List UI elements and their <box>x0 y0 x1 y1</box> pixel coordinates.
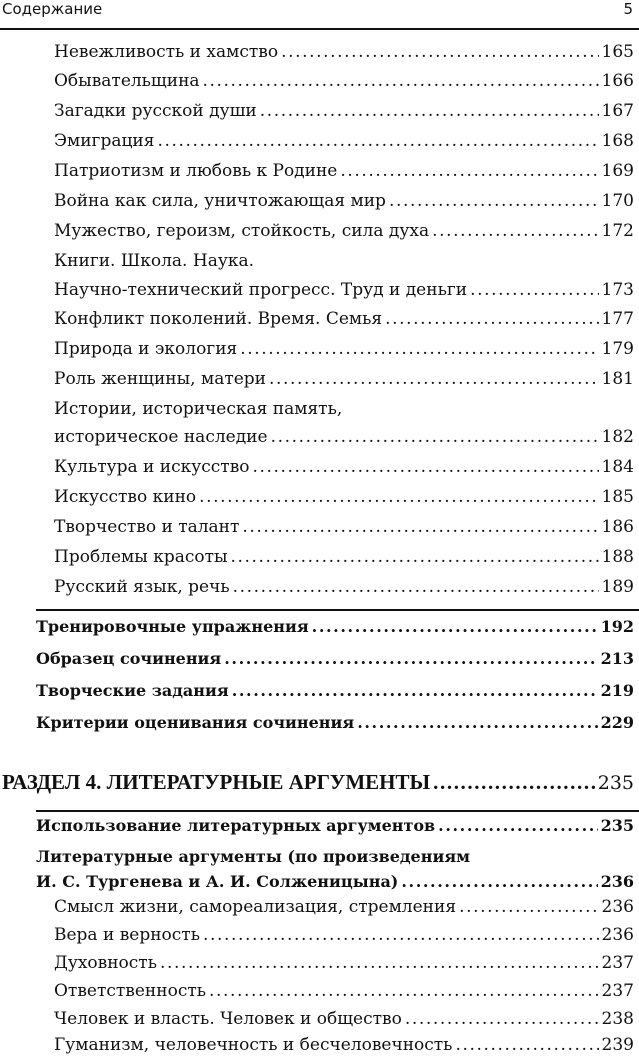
toc-entry-page: 188 <box>601 547 634 567</box>
toc-entry-title: Творчество и талант <box>54 517 240 537</box>
toc-entry-page: 239 <box>601 1035 634 1055</box>
toc-entry-title: Роль женщины, матери <box>54 369 267 389</box>
leader-dots <box>357 713 597 732</box>
toc-entry-page: 169 <box>601 161 634 181</box>
leader-dots <box>385 309 598 329</box>
toc-entry-bold[interactable] <box>36 816 634 842</box>
toc-entry-page: 186 <box>601 517 634 537</box>
section-heading[interactable] <box>2 770 634 800</box>
toc-entry[interactable] <box>54 251 634 277</box>
toc-entry-page: 177 <box>601 309 634 329</box>
toc-entry-page: 219 <box>600 681 634 700</box>
toc-entry-title: Книги. Школа. Наука. <box>54 251 254 271</box>
section-page: 235 <box>597 772 634 794</box>
divider <box>36 810 639 812</box>
leader-dots <box>157 131 598 151</box>
toc-entry[interactable] <box>54 1009 634 1035</box>
toc-entry-page: 192 <box>600 617 634 636</box>
toc-entry[interactable] <box>54 280 634 306</box>
toc-entry-title: Вера и верность <box>54 925 200 945</box>
toc-entry-page: 189 <box>601 577 634 597</box>
toc-entry[interactable] <box>54 577 634 603</box>
toc-entry-title: Человек и власть. Человек и общество <box>54 1009 402 1029</box>
toc-entry-title: Использование литературных аргументов <box>36 816 436 835</box>
toc-entry-title: Искусство кино <box>54 487 197 507</box>
toc-entry[interactable] <box>54 457 634 483</box>
toc-entry-page: 172 <box>601 221 634 241</box>
leader-dots <box>240 339 598 359</box>
leader-dots <box>224 649 597 668</box>
toc-entry-bold[interactable] <box>36 681 634 707</box>
toc-entry-page: 235 <box>600 816 634 835</box>
toc-entry[interactable] <box>54 981 634 1007</box>
toc-entry-title: Литературные аргументы (по произведениям <box>36 847 471 866</box>
leader-dots <box>340 161 598 181</box>
toc-entry[interactable] <box>54 309 634 335</box>
toc-entry-page: 184 <box>601 457 634 477</box>
leader-dots <box>389 191 599 211</box>
toc-entry-title: И. С. Тургенева и А. И. Солженицына) <box>36 872 399 891</box>
toc-entry-title: Эмиграция <box>54 131 155 151</box>
leader-dots <box>160 953 599 973</box>
leader-dots <box>433 770 595 795</box>
toc-entry-page: 170 <box>601 191 634 211</box>
toc-entry-bold[interactable] <box>36 617 634 643</box>
toc-entry-title: Научно-технический прогресс. Труд и деньги <box>54 280 468 300</box>
toc-entry-bold[interactable] <box>36 713 634 739</box>
toc-entry[interactable] <box>54 131 634 157</box>
toc-entry-page: 165 <box>601 42 634 62</box>
toc-entry[interactable] <box>54 71 634 97</box>
page-header <box>0 0 639 30</box>
leader-dots <box>405 1009 599 1029</box>
leader-dots <box>231 547 599 567</box>
toc-entry-page: 237 <box>601 953 634 973</box>
leader-dots <box>253 457 599 477</box>
toc-entry[interactable] <box>54 221 634 247</box>
toc-entry[interactable] <box>54 42 634 68</box>
toc-entry-page: 168 <box>601 131 634 151</box>
toc-entry-title: Невежливость и хамство <box>54 42 279 62</box>
leader-dots <box>232 681 598 700</box>
toc-entry[interactable] <box>54 399 634 425</box>
toc-entry-title: Гуманизм, человечность и бесчеловечность <box>54 1035 453 1055</box>
leader-dots <box>271 427 599 447</box>
toc-entry-title: Природа и экология <box>54 339 238 359</box>
toc-entry-bold[interactable] <box>36 649 634 675</box>
toc-entry-title: Обывательщина <box>54 71 200 91</box>
toc-entry-page: 167 <box>601 101 634 121</box>
toc-entry-title: Культура и искусство <box>54 457 250 477</box>
toc-entry-page: 173 <box>601 280 634 300</box>
toc-entry-title: Проблемы красоты <box>54 547 228 567</box>
leader-dots <box>203 71 599 91</box>
toc-entry-title: Ответственность <box>54 981 207 1001</box>
toc-entry-page: 238 <box>601 1009 634 1029</box>
toc-entry-page: 213 <box>600 649 634 668</box>
toc-entry-page: 182 <box>601 427 634 447</box>
toc-entry[interactable] <box>54 339 634 365</box>
leader-dots <box>260 101 599 121</box>
toc-entry-page: 229 <box>600 713 634 732</box>
toc-entry[interactable] <box>54 897 634 923</box>
toc-entry-page: 236 <box>601 897 634 917</box>
leader-dots <box>470 280 598 300</box>
toc-entry[interactable] <box>54 925 634 951</box>
toc-entry-page: 166 <box>601 71 634 91</box>
leader-dots <box>242 517 598 537</box>
toc-entry-title: Патриотизм и любовь к Родине <box>54 161 338 181</box>
toc-entry-bold[interactable] <box>36 872 634 898</box>
toc-entry[interactable] <box>54 161 634 187</box>
leader-dots <box>401 872 597 891</box>
leader-dots <box>455 1035 598 1055</box>
toc-entry-page: 236 <box>600 872 634 891</box>
toc-entry-title: Русский язык, речь <box>54 577 230 597</box>
toc-entry[interactable] <box>54 953 634 979</box>
toc-entry-title: Конфликт поколений. Время. Семья <box>54 309 383 329</box>
toc-entry-title: Смысл жизни, самореализация, стремления <box>54 897 457 917</box>
toc-entry-page: 236 <box>601 925 634 945</box>
toc-entry-title: Война как сила, уничтожающая мир <box>54 191 386 211</box>
toc-entry-title: Истории, историческая память, <box>54 399 343 419</box>
leader-dots <box>269 369 599 389</box>
leader-dots <box>312 617 598 636</box>
running-title: Содержание <box>2 0 103 18</box>
divider <box>36 609 639 611</box>
toc-entry[interactable] <box>54 427 634 453</box>
leader-dots <box>459 897 598 917</box>
toc-entry-page: 181 <box>601 369 634 389</box>
toc-entry-title: Загадки русской души <box>54 101 257 121</box>
leader-dots <box>203 925 599 945</box>
toc-entry-page: 179 <box>601 339 634 359</box>
leader-dots <box>199 487 598 507</box>
leader-dots <box>209 981 599 1001</box>
toc-entry[interactable] <box>54 517 634 543</box>
toc-entry-title: Образец сочинения <box>36 649 222 668</box>
toc-entry-title: Мужество, героизм, стойкость, сила духа <box>54 221 430 241</box>
toc-entry-page: 185 <box>601 487 634 507</box>
toc-entry-title: Духовность <box>54 953 157 973</box>
toc-entry-title: Тренировочные упражнения <box>36 617 309 636</box>
toc-entry-title: Творческие задания <box>36 681 229 700</box>
leader-dots <box>233 577 599 597</box>
toc-entry[interactable] <box>54 191 634 217</box>
toc-entry-title: историческое наследие <box>54 427 268 447</box>
leader-dots <box>432 221 598 241</box>
toc-entry[interactable] <box>54 101 634 127</box>
toc-entry[interactable] <box>54 547 634 573</box>
section-title: РАЗДЕЛ 4. ЛИТЕРАТУРНЫЕ АРГУМЕНТЫ <box>2 770 431 794</box>
page-number: 5 <box>623 0 633 18</box>
leader-dots <box>281 42 598 62</box>
toc-entry-title: Критерии оценивания сочинения <box>36 713 355 732</box>
toc-entry[interactable] <box>54 1035 634 1061</box>
toc-entry-page: 237 <box>601 981 634 1001</box>
leader-dots <box>438 816 597 835</box>
toc-entry[interactable] <box>54 369 634 395</box>
toc-entry-bold[interactable] <box>36 847 634 873</box>
toc-entry[interactable] <box>54 487 634 513</box>
